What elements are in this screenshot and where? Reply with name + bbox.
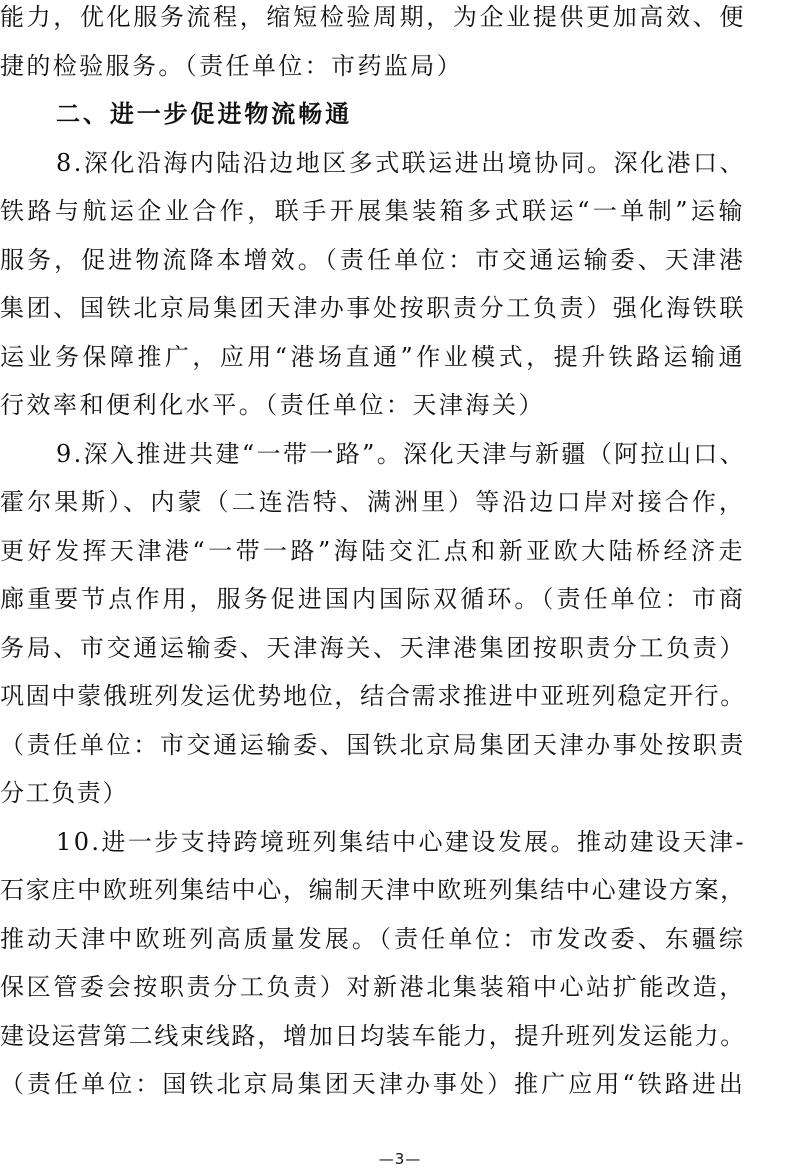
- section-heading: [56, 97, 800, 153]
- line-text: 铁路与航运企业合作，联手开展集装箱多式联运“一单制”运输: [0, 197, 746, 225]
- line-text: 推动天津中欧班列高质量发展。（责任单位：市发改委、东疆综: [0, 925, 746, 953]
- line-text: 捷的检验服务。（责任单位：市药监局）: [0, 52, 463, 80]
- line-text: 巩固中蒙俄班列发运优势地位，结合需求推进中亚班列稳定开行。: [0, 682, 746, 710]
- text-line: [0, 194, 800, 250]
- line-text: 行效率和便利化水平。（责任单位：天津海关）: [0, 391, 545, 419]
- text-line: [0, 1067, 800, 1123]
- line-text: 8.深化沿海内陆沿边地区多式联运进出境协同。深化港口、: [56, 149, 746, 177]
- line-text: 集团、国铁北京局集团天津办事处按职责分工负责）强化海铁联: [0, 294, 746, 322]
- text-line: [0, 970, 800, 1026]
- text-line: [0, 388, 800, 444]
- text-line: [0, 0, 800, 56]
- line-text: 保区管委会按职责分工负责）对新港北集装箱中心站扩能改造，: [0, 973, 746, 1001]
- line-text: 10.进一步支持跨境班列集结中心建设发展。推动建设天津-: [56, 828, 746, 856]
- line-text: 服务，促进物流降本增效。（责任单位：市交通运输委、天津港: [0, 246, 746, 274]
- text-line: [0, 873, 800, 929]
- line-text: 分工负责）: [0, 779, 128, 807]
- line-text: 运业务保障推广，应用“港场直通”作业模式，提升铁路运输通: [0, 343, 746, 371]
- text-line: [0, 291, 800, 347]
- line-text: 霍尔果斯）、内蒙（二连浩特、满洲里）等沿边口岸对接合作，: [0, 488, 746, 516]
- line-text: 务局、市交通运输委、天津海关、天津港集团按职责分工负责）: [0, 634, 746, 662]
- line-text: 石家庄中欧班列集结中心，编制天津中欧班列集结中心建设方案，: [0, 876, 746, 904]
- line-text: （责任单位：国铁北京局集团天津办事处）推广应用“铁路进出: [0, 1070, 746, 1098]
- line-text: （责任单位：市交通运输委、国铁北京局集团天津办事处按职责: [0, 731, 746, 759]
- line-text: 更好发挥天津港“一带一路”海陆交汇点和新亚欧大陆桥经济走: [0, 537, 746, 565]
- line-text: 能力，优化服务流程，缩短检验周期，为企业提供更加高效、便: [0, 3, 746, 31]
- page-number: —3—: [378, 1150, 422, 1168]
- text-line: [0, 582, 800, 638]
- line-text: 9.深入推进共建“一带一路”。深化天津与新疆（阿拉山口、: [56, 440, 746, 468]
- line-text: 建设运营第二线束线路，增加日均装车能力，提升班列发运能力。: [0, 1022, 746, 1050]
- line-text: 廊重要节点作用，服务促进国内国际双循环。（责任单位：市商: [0, 585, 746, 613]
- text-line: [0, 679, 800, 735]
- text-line: [0, 485, 800, 541]
- section-heading-text: 二、进一步促进物流畅通: [56, 100, 352, 128]
- text-line: [0, 776, 800, 832]
